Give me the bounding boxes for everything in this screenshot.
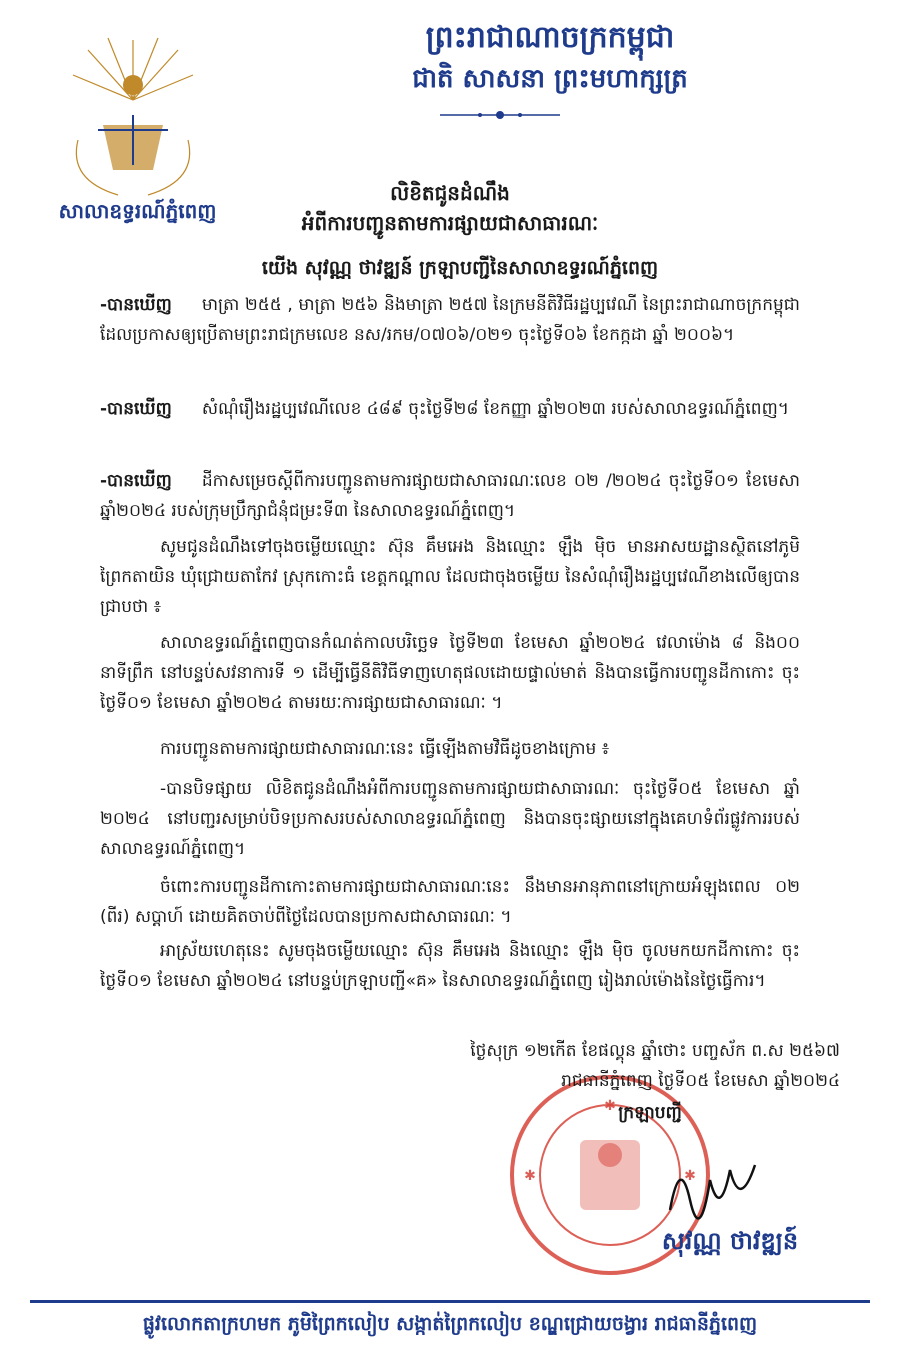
kingdom-heading: ព្រះរាជាណាចក្រកម្ពុជា: [425, 20, 675, 55]
paragraph-6: [100, 734, 800, 764]
footer-divider: [30, 1300, 870, 1303]
document-subtitle: អំពីការបញ្ជូនតាមការផ្សាយជាសាធារណៈ: [301, 211, 599, 235]
motto-heading: ជាតិ សាសនា ព្រះមហាក្សត្រ: [412, 64, 688, 94]
paragraph-5: [100, 628, 800, 718]
svg-text:✱: ✱: [524, 1168, 536, 1184]
paragraph-text: ការបញ្ជូនតាមការផ្សាយជាសាធារណៈនេះ ធ្វើឡើងតាមវិធីដូចខាងក្រោម ៖: [160, 739, 610, 759]
svg-text:✱: ✱: [684, 1168, 696, 1184]
signatory-title: ក្រឡាបញ្ជី: [618, 1103, 682, 1123]
paragraph-text: អាស្រ័យហេតុនេះ សូមចុងចម្លើយឈ្មោះ ស៊ុន គឹមអេង និងឈ្មោះ ឡឹង ម៉ិច ចូលមកយកដីកាកោះ ចុះថ្ងៃទី០១ ខែមេសា ឆ្នាំ២០២៤ នៅបន្ទប់ក្រឡាបញ្ជី«គ» នៃសាលាឧទ្ធរណ៍ភ្នំពេញ រៀងរាល់ម៉ោងនៃថ្ងៃធ្វើការ។: [100, 941, 800, 991]
paragraph-4: [100, 532, 800, 622]
paragraph-label: -បានឃើញ: [100, 471, 172, 491]
paragraph-text: ចំពោះការបញ្ជូនដីកាកោះតាមការផ្សាយជាសាធារណៈនេះ នឹងមានអានុភាពនៅក្រោយអំឡុងពេល ០២ (ពីរ) សប្តាហ៍ ដោយគិតចាប់ពីថ្ងៃដែលបានប្រកាសជាសាធារណៈ ។: [100, 877, 800, 927]
paragraph-7: [100, 774, 800, 864]
date-solar: រាជធានីភ្នំពេញ ថ្ងៃទី០៥ ខែមេសា ឆ្នាំ២០២៤: [561, 1071, 840, 1091]
court-name: សាលាឧទ្ធរណ៍ភ្នំពេញ: [58, 199, 217, 223]
paragraph-8: [100, 872, 800, 932]
court-emblem-icon: [58, 30, 208, 200]
paragraph-label: -បានឃើញ: [100, 399, 172, 419]
paragraph-text: ដីកាសម្រេចស្តីពីការបញ្ជូនតាមការផ្សាយជាសាធារណៈលេខ ០២ /២០២៤ ចុះថ្ងៃទី០១ ខែមេសា ឆ្នាំ២០២៤ របស់ក្រុមប្រឹក្សាជំនុំជម្រះទី៣ នៃសាលាឧទ្ធរណ៍ភ្នំពេញ។: [100, 471, 800, 521]
paragraph-2: [100, 394, 800, 424]
paragraph-3: [100, 466, 800, 526]
svg-text:✱: ✱: [604, 1098, 616, 1114]
footer-address: ផ្លូវលោកតាក្រហមក ភូមិព្រៃកលៀប សង្កាត់ព្រៃកលៀប ខណ្ឌជ្រោយចង្វារ រាជធានីភ្នំពេញ: [142, 1313, 758, 1335]
date-lunar: ថ្ងៃសុក្រ ១២កេីត ខែផល្គុន ឆ្នាំថោះ បញ្ចស័ក ព.ស ២៥៦៧: [470, 1041, 840, 1061]
issuer-line: យើង សុវណ្ណ ថាវឌ្ឍន៍ ក្រឡាបញ្ជីនៃសាលាឧទ្ធរណ៍ភ្នំពេញ: [261, 257, 659, 279]
paragraph-1: [100, 290, 800, 350]
paragraph-text: សំណុំរឿងរដ្ឋប្បវេណីលេខ ៤៨៩ ចុះថ្ងៃទី២៨ ខែកញ្ញា ឆ្នាំ២០២៣ របស់សាលាឧទ្ធរណ៍ភ្នំពេញ។: [201, 399, 789, 419]
paragraph-text: មាត្រា ២៥៥ , មាត្រា ២៥៦ និងមាត្រា ២៥៧ នៃក្រមនីតិវិធីរដ្ឋប្បវេណី នៃព្រះរាជាណាចក្រកម្ពុជា ដែលប្រកាសឲ្យប្រើតាមព្រះរាជក្រមលេខ នស/រកម/០៧០៦/០២១ ចុះថ្ងៃទី០៦ ខែកក្កដា ឆ្នាំ ២០០៦។: [100, 295, 800, 345]
document-title: លិខិតជូនដំណឹង: [390, 181, 510, 205]
paragraph-text: -បានបិទផ្សាយ លិខិតជូនដំណឹងអំពីការបញ្ជូនតាមការផ្សាយជាសាធារណៈ ចុះថ្ងៃទី០៥ ខែមេសា ឆ្នាំ ២០២៤ នៅបញ្ជរសម្រាប់បិទប្រកាសរបស់សាលាឧទ្ធរណ៍ភ្នំពេញ និងបានចុះផ្សាយនៅក្នុងគេហទំព័រផ្លូវការរបស់សាលាឧទ្ធរណ៍ភ្នំពេញ។: [100, 779, 800, 859]
paragraph-label: -បានឃើញ: [100, 295, 172, 315]
paragraph-9: [100, 936, 800, 996]
paragraph-text: សាលាឧទ្ធរណ៍ភ្នំពេញបានកំណត់កាលបរិច្ឆេទ ថ្ងៃទី២៣ ខែមេសា ឆ្នាំ២០២៤ វេលាម៉ោង ៨ និង០០ នាទីព្រឹក នៅបន្ទប់សវនាការទី ១ ដើម្បីធ្វើនីតិវិធីទាញហេតុផលដោយផ្ទាល់មាត់ និងបានធ្វើការបញ្ជូនដីកាកោះ ចុះថ្ងៃទី០១ ខែមេសា ឆ្នាំ២០២៤ តាមរយៈការផ្សាយជាសាធារណៈ ។: [100, 633, 800, 713]
paragraph-text: សូមជូនដំណឹងទៅចុងចម្លើយឈ្មោះ ស៊ុន គឹមអេង និងឈ្មោះ ឡឹង ម៉ិច មានអាសយដ្ឋានស្ថិតនៅភូមិព្រៃកតាយិន ឃុំជ្រោយតាកែវ ស្រុកកោះធំ ខេត្តកណ្តាល ដែលជាចុងចម្លើយ នៃសំណុំរឿងរដ្ឋប្បវេណីខាងលើឲ្យបានជ្រាបថា ៖: [100, 537, 800, 617]
ornament-divider: [440, 108, 560, 122]
signature-mark: [660, 1150, 760, 1230]
signatory-name: សុវណ្ណ ថាវឌ្ឍន៍: [661, 1227, 799, 1255]
